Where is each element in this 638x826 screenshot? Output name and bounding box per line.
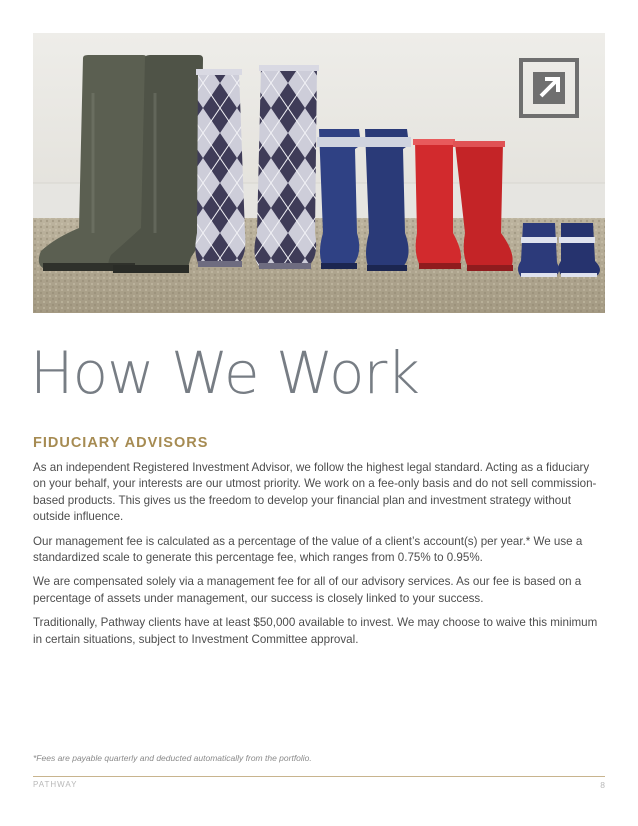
- paragraph-compensation: We are compensated solely via a management fee for all of our advisory services. As our fee is based on a percentage of assets under management, our success is closely linked to your success.: [33, 575, 582, 605]
- footer-brand: PATHWAY: [33, 780, 78, 789]
- paragraph-minimum: Traditionally, Pathway clients have at least $50,000 available to invest. We may choose to waive this minimum in certain situations, subject to Investment Committee approval.: [33, 616, 598, 646]
- boots-illustration: [33, 33, 605, 313]
- paragraph-fiduciary: As an independent Registered Investment Advisor, we follow the highest legal standard. Acting as a fiduciary on your behalf, your interests are our utmost priority. We work on a fee-only basis and do not sell commission-based products. This gives us the freedom to develop your financial plan and investment strategy without outside influence.: [33, 461, 597, 524]
- page-title: How We Work: [30, 339, 419, 407]
- hero-photo-boots: [33, 33, 605, 313]
- page-number: 8: [600, 780, 605, 790]
- section-heading: FIDUCIARY ADVISORS: [33, 435, 209, 451]
- footer-divider: [33, 776, 605, 777]
- paragraph-management-fee: Our management fee is calculated as a percentage of the value of a client’s account(s) per year.* We use a standardized scale to generate this percentage fee, which ranges from 0.75% to 0.95%.: [33, 534, 583, 565]
- footnote: *Fees are payable quarterly and deducted automatically from the portfolio.: [33, 753, 312, 763]
- body-text: [33, 460, 605, 656]
